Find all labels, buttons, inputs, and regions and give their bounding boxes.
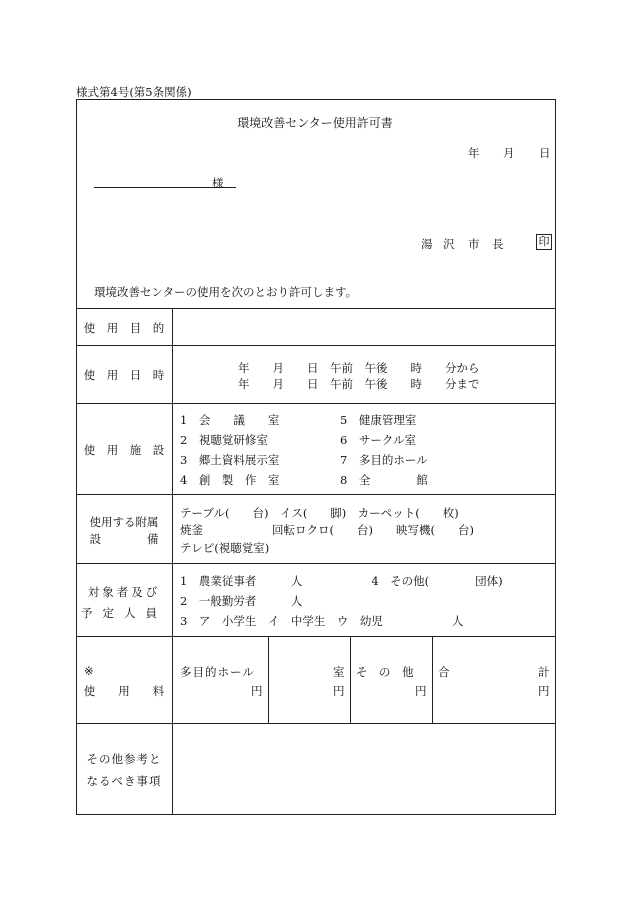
- fee-other-unit[interactable]: 円: [415, 684, 427, 698]
- fee-total-title-right: 計: [538, 665, 550, 679]
- fee-room-unit[interactable]: 円: [333, 684, 345, 698]
- fee-room-title: 室: [333, 665, 345, 679]
- divider: [76, 636, 556, 637]
- fee-column-divider: [350, 636, 351, 723]
- facility-option[interactable]: 1 会 議 室: [180, 413, 280, 427]
- divider: [76, 403, 556, 404]
- date-month-label: 月: [503, 146, 515, 160]
- facilities-label: 使 用 施 設: [83, 443, 165, 457]
- fee-total-title-left: 合: [438, 665, 450, 679]
- divider: [76, 345, 556, 346]
- equipment-label: 設 備: [89, 532, 159, 546]
- date-year-label: 年: [468, 146, 480, 160]
- fee-column-divider: [432, 636, 433, 723]
- fee-total-unit[interactable]: 円: [538, 684, 550, 698]
- equipment-line[interactable]: テレビ(視聴覚室): [180, 541, 270, 555]
- issuer-char-3: 市: [468, 237, 480, 251]
- fee-column-divider: [268, 636, 269, 723]
- attendees-line[interactable]: 3 ア 小学生 イ 中学生 ウ 幼児 人: [180, 614, 464, 628]
- issuer-char-4: 長: [492, 237, 504, 251]
- facility-option[interactable]: 3 郷土資料展示室: [180, 453, 280, 467]
- attendees-line[interactable]: 1 農業従事者 人 4 その他( 団体): [180, 574, 503, 588]
- purpose-field[interactable]: [173, 309, 555, 345]
- notes-label: その他参考と: [86, 752, 162, 766]
- seal-stamp-box: 印: [536, 234, 552, 250]
- notes-label: なるべき事項: [86, 774, 162, 788]
- document-title: 環境改善センター使用許可書: [237, 116, 393, 130]
- issuer-char-1: 湯: [421, 237, 433, 251]
- facility-option[interactable]: 2 視聴覚研修室: [180, 433, 268, 447]
- fee-hall-unit[interactable]: 円: [251, 684, 263, 698]
- issuer-char-2: 沢: [443, 237, 455, 251]
- divider: [76, 563, 556, 564]
- equipment-line[interactable]: テーブル( 台) イス( 脚) カーペット( 枚): [180, 506, 459, 520]
- addressee-honorific: 様: [212, 176, 224, 190]
- facility-option[interactable]: 7 多目的ホール: [340, 453, 428, 467]
- facility-option[interactable]: 4 創 製 作 室: [180, 473, 280, 487]
- attendees-line[interactable]: 2 一般勤労者 人: [180, 594, 303, 608]
- attendees-label: 予定人員: [81, 606, 167, 620]
- fee-other-title: そ の 他: [356, 665, 414, 679]
- notes-field[interactable]: [173, 724, 555, 814]
- datetime-from[interactable]: 年 月 日 午前 午後 時 分から: [238, 361, 480, 375]
- facility-option[interactable]: 6 サークル室: [340, 433, 416, 447]
- equipment-line[interactable]: 焼釜 回転ロクロ( 台) 映写機( 台): [180, 523, 474, 537]
- date-day-label: 日: [539, 146, 551, 160]
- form-number-label: 様式第4号(第5条関係): [76, 85, 192, 99]
- facility-option[interactable]: 5 健康管理室: [340, 413, 417, 427]
- divider: [76, 494, 556, 495]
- fee-hall-title: 多目的ホール: [180, 665, 255, 679]
- attendees-label: 対象者及び: [87, 585, 161, 599]
- equipment-label: 使用する附属: [89, 515, 159, 529]
- datetime-to[interactable]: 年 月 日 午前 午後 時 分まで: [238, 377, 480, 391]
- fee-note-mark: ※: [84, 664, 94, 678]
- fee-label: 使 用 料: [83, 684, 165, 698]
- permit-statement: 環境改善センターの使用を次のとおり許可します。: [94, 285, 358, 299]
- purpose-label: 使 用 目 的: [83, 321, 165, 335]
- datetime-label: 使 用 日 時: [83, 368, 165, 382]
- facility-option[interactable]: 8 全 館: [340, 473, 428, 487]
